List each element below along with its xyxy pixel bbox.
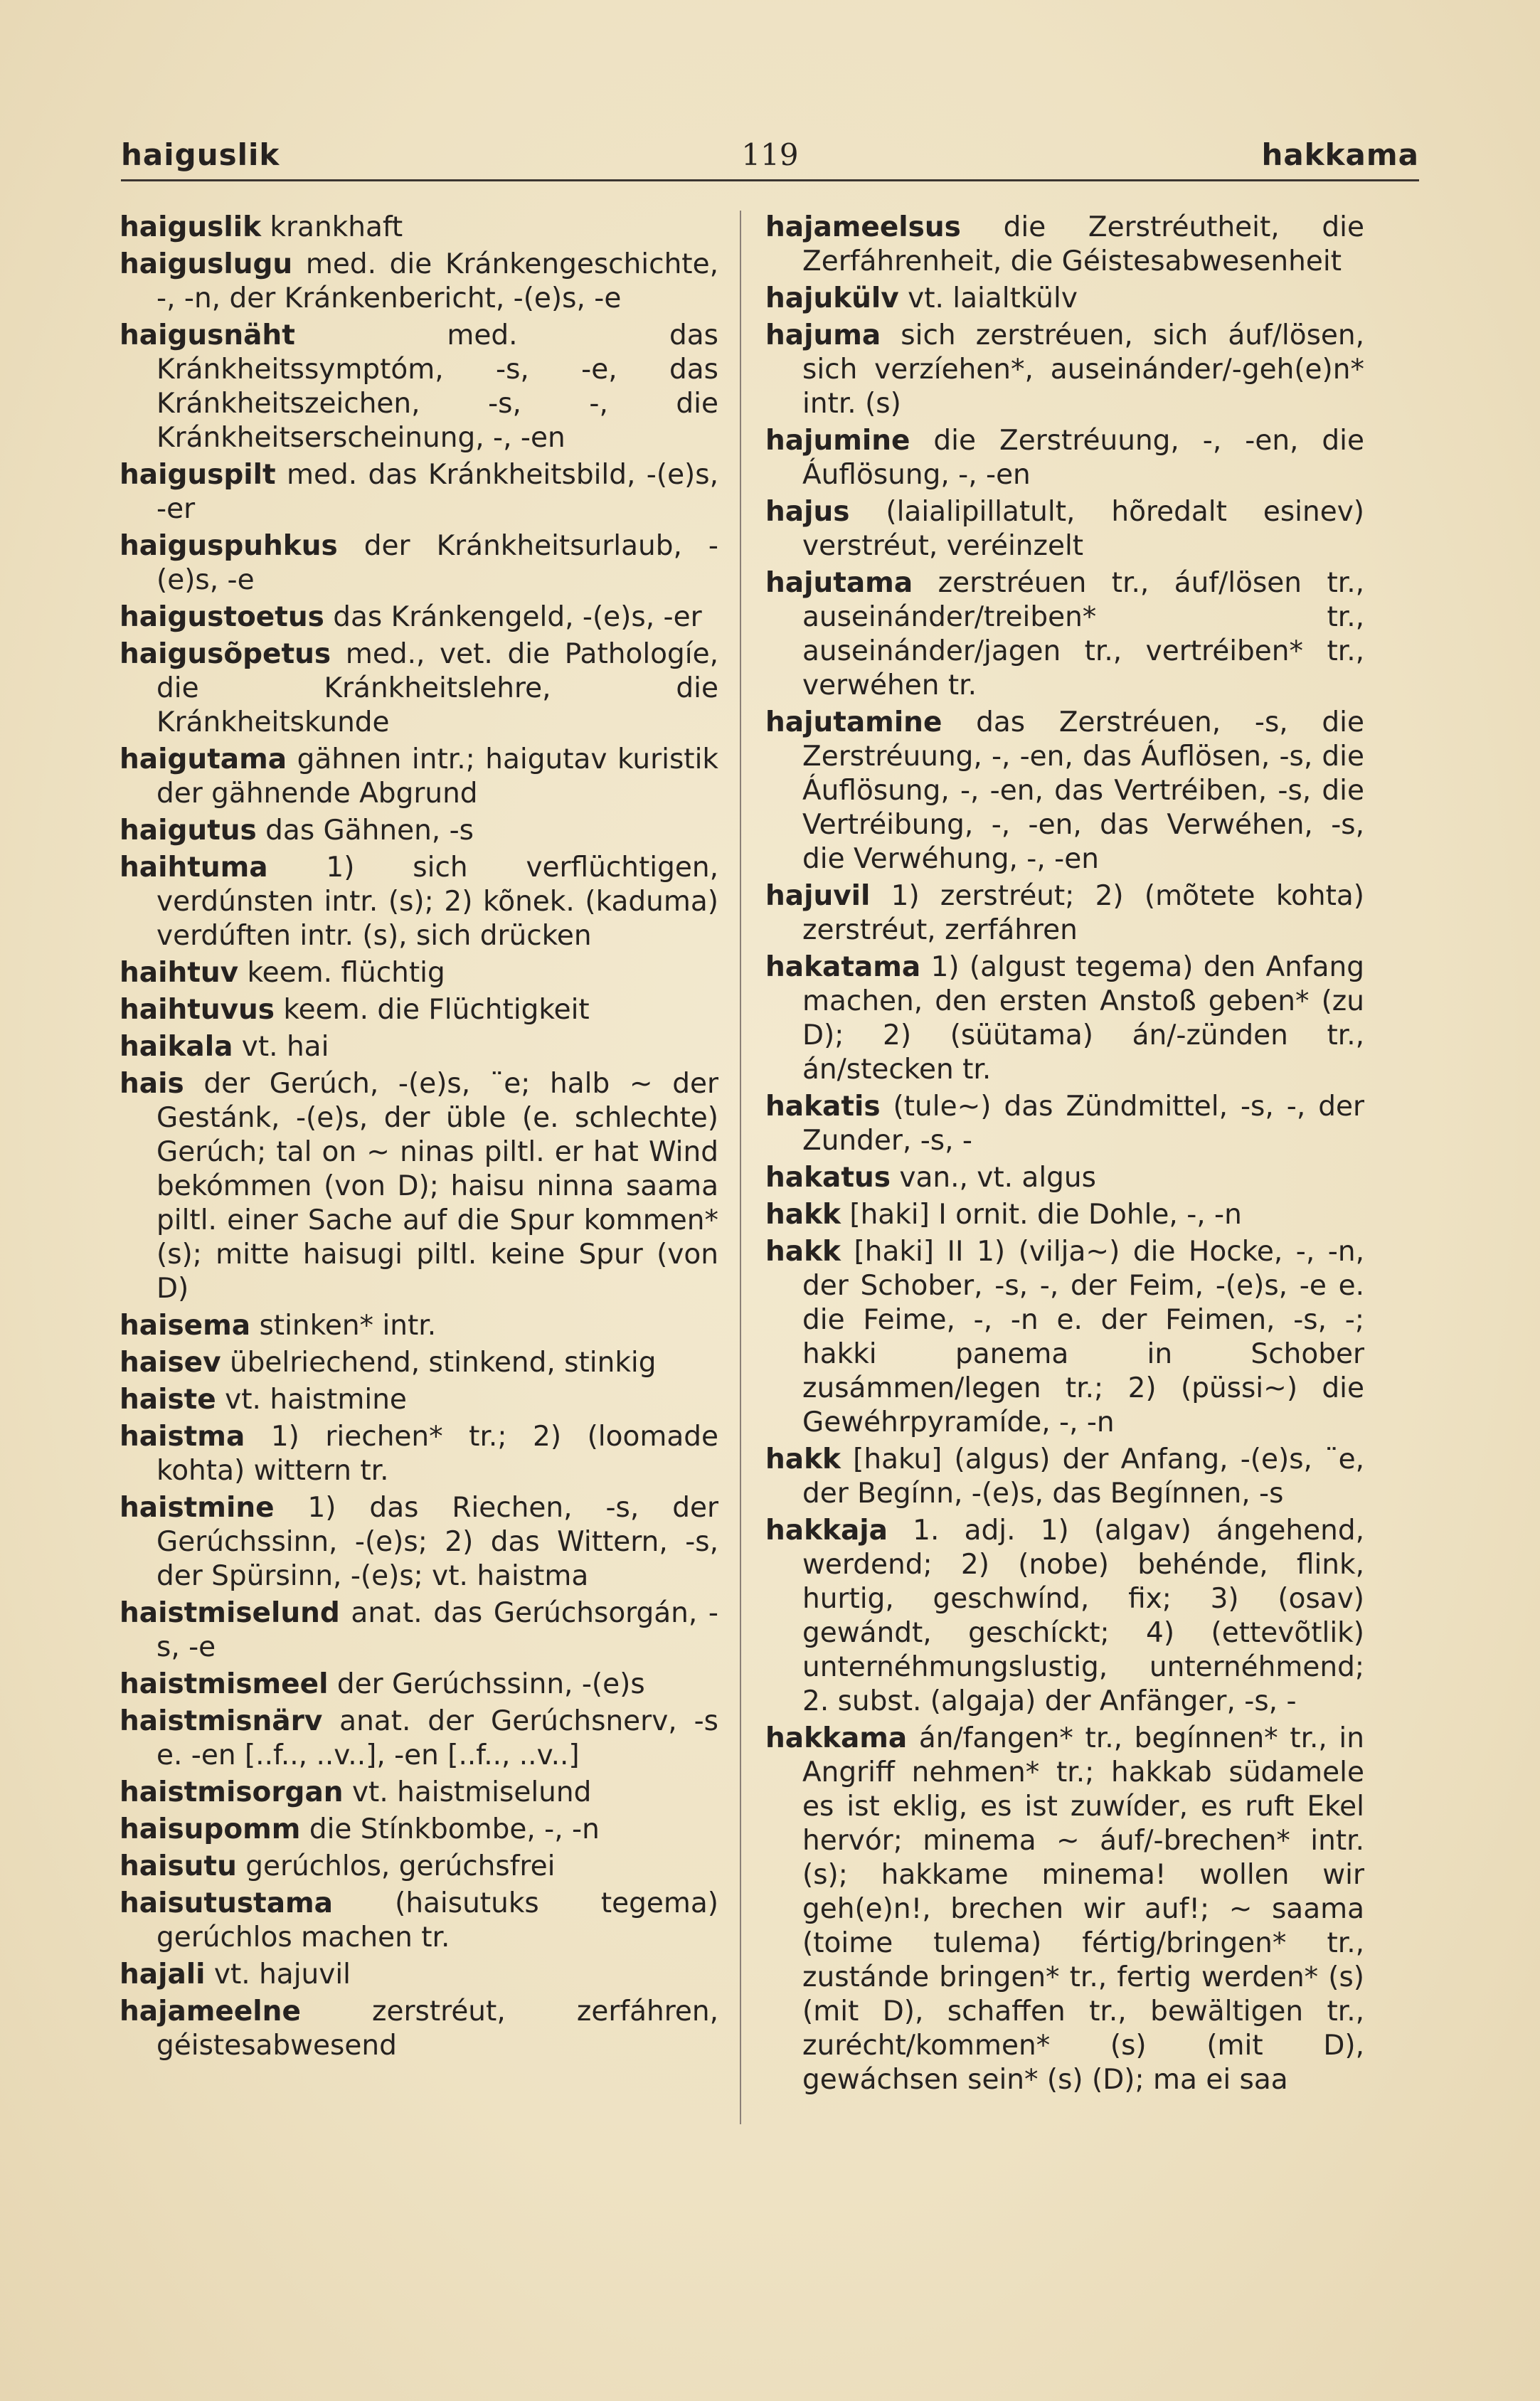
entry-definition: (tule~) das Zündmittel, -s, -, der Zunder, -s, - [802,1091,1364,1157]
entry-headword: hakk [765,1236,841,1268]
dictionary-entry [120,1309,718,1343]
entry-definition: zerstréuen tr., áuf/lösen tr., auseinánder/treiben* tr., auseinánder/jagen tr., vertréiben* tr., verwéhen tr. [802,567,1364,701]
dictionary-entry [120,1491,718,1594]
entry-definition: med. das Kránkheitssymptóm, -s, -e, das Kránkheitszeichen, -s, -, die Kránkheitserscheinung, -, -en [156,319,718,454]
page-header [121,134,1419,176]
dictionary-entry [765,495,1364,563]
dictionary-entry [765,1514,1364,1719]
dictionary-entry [120,1383,718,1417]
entry-definition: der Gerúchssinn, -(e)s [328,1668,645,1700]
dictionary-entry [120,458,718,526]
entry-definition: der Gerúch, -(e)s, ¨e; halb ~ der Gestánk, -(e)s, der üble (e. schlechte) Gerúch; tal on ~ ninas piltl. er hat Wind bekómmen (von D); haisu ninna saama piltl. einer Sache auf die Spur kommen* (s); mitte haisugi piltl. keine Spur (von D) [156,1068,718,1305]
dictionary-entry [765,319,1364,421]
entry-definition: krankhaft [261,211,403,243]
entry-definition: 1. adj. 1) (algav) ángehend, werdend; 2) (nobe) behénde, flink, hurtig, geschwínd, fix; 3) (osav) gewándt, geschíckt; 4) (ettevõtlik) unternéhmungslustig, unternéhmend; 2. subst. (algaja) der Anfänger, -s, - [802,1515,1364,1717]
entry-headword: haihtuvus [120,994,275,1026]
left-column [120,211,718,2066]
entry-headword: hakatus [765,1162,891,1194]
entry-definition: das Gähnen, -s [256,815,474,847]
entry-headword: haiguspuhkus [120,530,338,562]
entry-headword: haigustoetus [120,601,324,633]
entry-definition: 1) (algust tegema) den Anfang machen, den ersten Anstoß geben* (zu D); 2) (süütama) án/-zünden tr., án/stecken tr. [802,951,1364,1086]
entry-headword: haistmisorgan [120,1776,344,1808]
dictionary-entry [765,950,1364,1087]
page-number: 119 [741,137,799,172]
entry-headword: haistmisnärv [120,1705,323,1737]
column-divider [740,211,741,2124]
dictionary-entry [765,211,1364,279]
dictionary-entry [120,1995,718,2063]
entry-headword: haiguslugu [120,248,293,280]
entry-definition: die Zerstréutheit, die Zerfáhrenheit, die Géistesabwesenheit [802,211,1364,277]
dictionary-entry [120,1887,718,1955]
entry-headword: hais [120,1068,184,1100]
dictionary-entry [120,1850,718,1884]
dictionary-entry [120,600,718,635]
dictionary-entry [120,1420,718,1488]
dictionary-entry [765,1090,1364,1158]
entry-headword: hajuma [765,319,881,351]
dictionary-entry [765,1443,1364,1511]
entry-headword: hajameelne [120,1995,301,2028]
dictionary-entry [120,248,718,316]
dictionary-entry [120,1346,718,1380]
entry-definition: übelriechend, stinkend, stinkig [221,1347,657,1379]
dictionary-entry [120,529,718,598]
entry-definition: (haisutuks tegema) gerúchlos machen tr. [156,1887,718,1954]
entry-definition: med. das Kránkheitsbild, -(e)s, -er [156,459,718,525]
entry-definition: zerstréut, zerfáhren, géistesabwesend [156,1995,718,2062]
entry-headword: hakatis [765,1091,881,1123]
dictionary-entry [765,424,1364,492]
dictionary-entry [120,743,718,811]
entry-headword: hakatama [765,951,921,983]
entry-definition: vt. haistmiselund [343,1776,592,1808]
entry-headword: haiguspilt [120,459,276,491]
entry-headword: hajukülv [765,282,899,314]
entry-definition: anat. das Gerúchsorgán, -s, -e [156,1597,718,1663]
entry-headword: haihtuv [120,957,239,989]
dictionary-entry [120,319,718,455]
right-column [765,211,1364,2100]
entry-headword: hajuvil [765,880,871,912]
entry-headword: hajutama [765,567,913,599]
dictionary-entry [120,1776,718,1810]
dictionary-entry [120,851,718,953]
entry-headword: hakk [765,1199,841,1231]
dictionary-entry [765,282,1364,316]
entry-definition: (laialipillatult, hõredalt esinev) verstréut, veréinzelt [802,496,1364,562]
entry-definition: med. die Kránkengeschichte, -, -n, der Kránkenbericht, -(e)s, -e [156,248,718,314]
entry-headword: hakkaja [765,1515,888,1547]
dictionary-entry [765,706,1364,876]
dictionary-entry [120,637,718,740]
entry-definition: vt. hajuvil [205,1959,351,1991]
entry-definition: der Kránkheitsurlaub, -(e)s, -e [156,530,718,596]
entry-headword: hakkama [765,1722,908,1754]
entry-definition: das Kránkengeld, -(e)s, -er [324,601,702,633]
entry-definition: 1) das Riechen, -s, der Gerúchssinn, -(e)s; 2) das Wittern, -s, der Spürsinn, -(e)s; vt. haistma [156,1492,718,1592]
entry-headword: haistmine [120,1492,275,1524]
dictionary-entry [765,1235,1364,1440]
entry-definition: [haki] I ornit. die Dohle, -, -n [840,1199,1242,1231]
dictionary-entry [120,1813,718,1847]
dictionary-entry [765,1161,1364,1195]
entry-definition: gähnen intr.; haigutav kuristik der gähnende Abgrund [156,743,718,810]
entry-headword: haiste [120,1384,216,1416]
entry-definition: keem. die Flüchtigkeit [275,994,590,1026]
dictionary-entry [120,1067,718,1306]
entry-headword: hajus [765,496,850,528]
entry-definition: [haku] (algus) der Anfang, -(e)s, ¨e, der Begínn, -(e)s, das Begínnen, -s [802,1443,1364,1510]
entry-definition: med., vet. die Pathologíe, die Kránkheitslehre, die Kránkheitskunde [156,638,718,738]
entry-headword: hajameelsus [765,211,961,243]
entry-headword: haisutu [120,1850,237,1882]
entry-definition: anat. der Gerúchsnerv, -s e. -en [..f.., ..v..], -en [..f.., ..v..] [156,1705,718,1771]
entry-definition: keem. flüchtig [238,957,445,989]
dictionary-entry [765,566,1364,703]
entry-headword: haikala [120,1031,233,1063]
entry-definition: gerúchlos, gerúchsfrei [236,1850,556,1882]
dictionary-entry [120,956,718,990]
entry-definition: van., vt. algus [890,1162,1096,1194]
header-left-guide-word: haiguslik [121,137,280,172]
dictionary-entry [765,1722,1364,2097]
entry-definition: das Zerstréuen, -s, die Zerstréuung, -, -en, das Áuflösen, -s, die Áuflösung, -, -en, das Vertréiben, -s, die Vertréibung, -, -en, das Verwéhen, -s, die Verwéhung, -, -en [802,706,1364,875]
dictionary-entry [120,814,718,848]
dictionary-entry [120,1668,718,1702]
entry-definition: 1) riechen* tr.; 2) (loomade kohta) wittern tr. [156,1421,718,1487]
entry-headword: haigusnäht [120,319,295,351]
entry-definition: vt. laialtkülv [898,282,1078,314]
entry-headword: haigusõpetus [120,638,331,670]
entry-definition: [haki] II 1) (vilja~) die Hocke, -, -n, der Schober, -s, -, der Feim, -(e)s, -e e. die Feime, -, -n e. der Feimen, -s, -; hakki panema in Schober zusámmen/legen tr.; 2) (püssi~) die Gewéhrpyramíde, -, -n [802,1236,1364,1438]
header-rule [121,179,1419,181]
entry-headword: haisev [120,1347,221,1379]
entry-headword: hajumine [765,425,910,457]
dictionary-entry [120,211,718,245]
entry-headword: haisema [120,1310,251,1342]
dictionary-entry [120,1705,718,1773]
entry-headword: haistmiselund [120,1597,340,1629]
entry-definition: 1) sich verflüchtigen, verdúnsten intr. (s); 2) kõnek. (kaduma) verdúften intr. (s), sich drücken [156,852,718,952]
entry-headword: haigutama [120,743,287,775]
entry-headword: hakk [765,1443,841,1475]
entry-definition: vt. haistmine [216,1384,407,1416]
dictionary-entry [120,993,718,1027]
header-right-guide-word: hakkama [1261,137,1419,172]
dictionary-entry [120,1030,718,1064]
entry-definition: án/fangen* tr., begínnen* tr., in Angriff nehmen* tr.; hakkab südamele es ist eklig, es ist zuwíder, es ruft Ekel hervór; minema ~ áuf/-brechen* intr. (s); hakkame minema! wollen wir geh(e)n!, brechen wir auf!; ~ saama (toime tulema) fértig/bringen* tr., zustánde bringen* tr., fertig werden* (s) (mit D), schaffen tr., bewältigen tr., zurécht/kommen* (s) (mit D), gewáchsen sein* (s) (D); ma ei saa [802,1722,1364,2096]
entry-headword: hajutamine [765,706,942,738]
entry-headword: haiguslik [120,211,262,243]
entry-headword: haihtuma [120,852,268,884]
entry-headword: haisutustama [120,1887,333,1919]
entry-definition: vt. hai [233,1031,329,1063]
dictionary-entry [765,879,1364,948]
entry-definition: die Stínkbombe, -, -n [300,1813,600,1845]
dictionary-entry [120,1596,718,1665]
entry-headword: haistma [120,1421,245,1453]
entry-definition: stinken* intr. [250,1310,437,1342]
entry-headword: haigutus [120,815,257,847]
entry-headword: haistmismeel [120,1668,329,1700]
entry-definition: sich zerstréuen, sich áuf/lösen, sich verzíehen*, auseinánder/-geh(e)n* intr. (s) [802,319,1364,420]
dictionary-entry [120,1958,718,1992]
entry-definition: die Zerstréuung, -, -en, die Áuflösung, -, -en [802,425,1364,491]
entry-definition: 1) zerstréut; 2) (mõtete kohta) zerstréut, zerfáhren [802,880,1364,946]
entry-headword: hajali [120,1959,206,1991]
dictionary-entry [765,1198,1364,1232]
entry-headword: haisupomm [120,1813,301,1845]
